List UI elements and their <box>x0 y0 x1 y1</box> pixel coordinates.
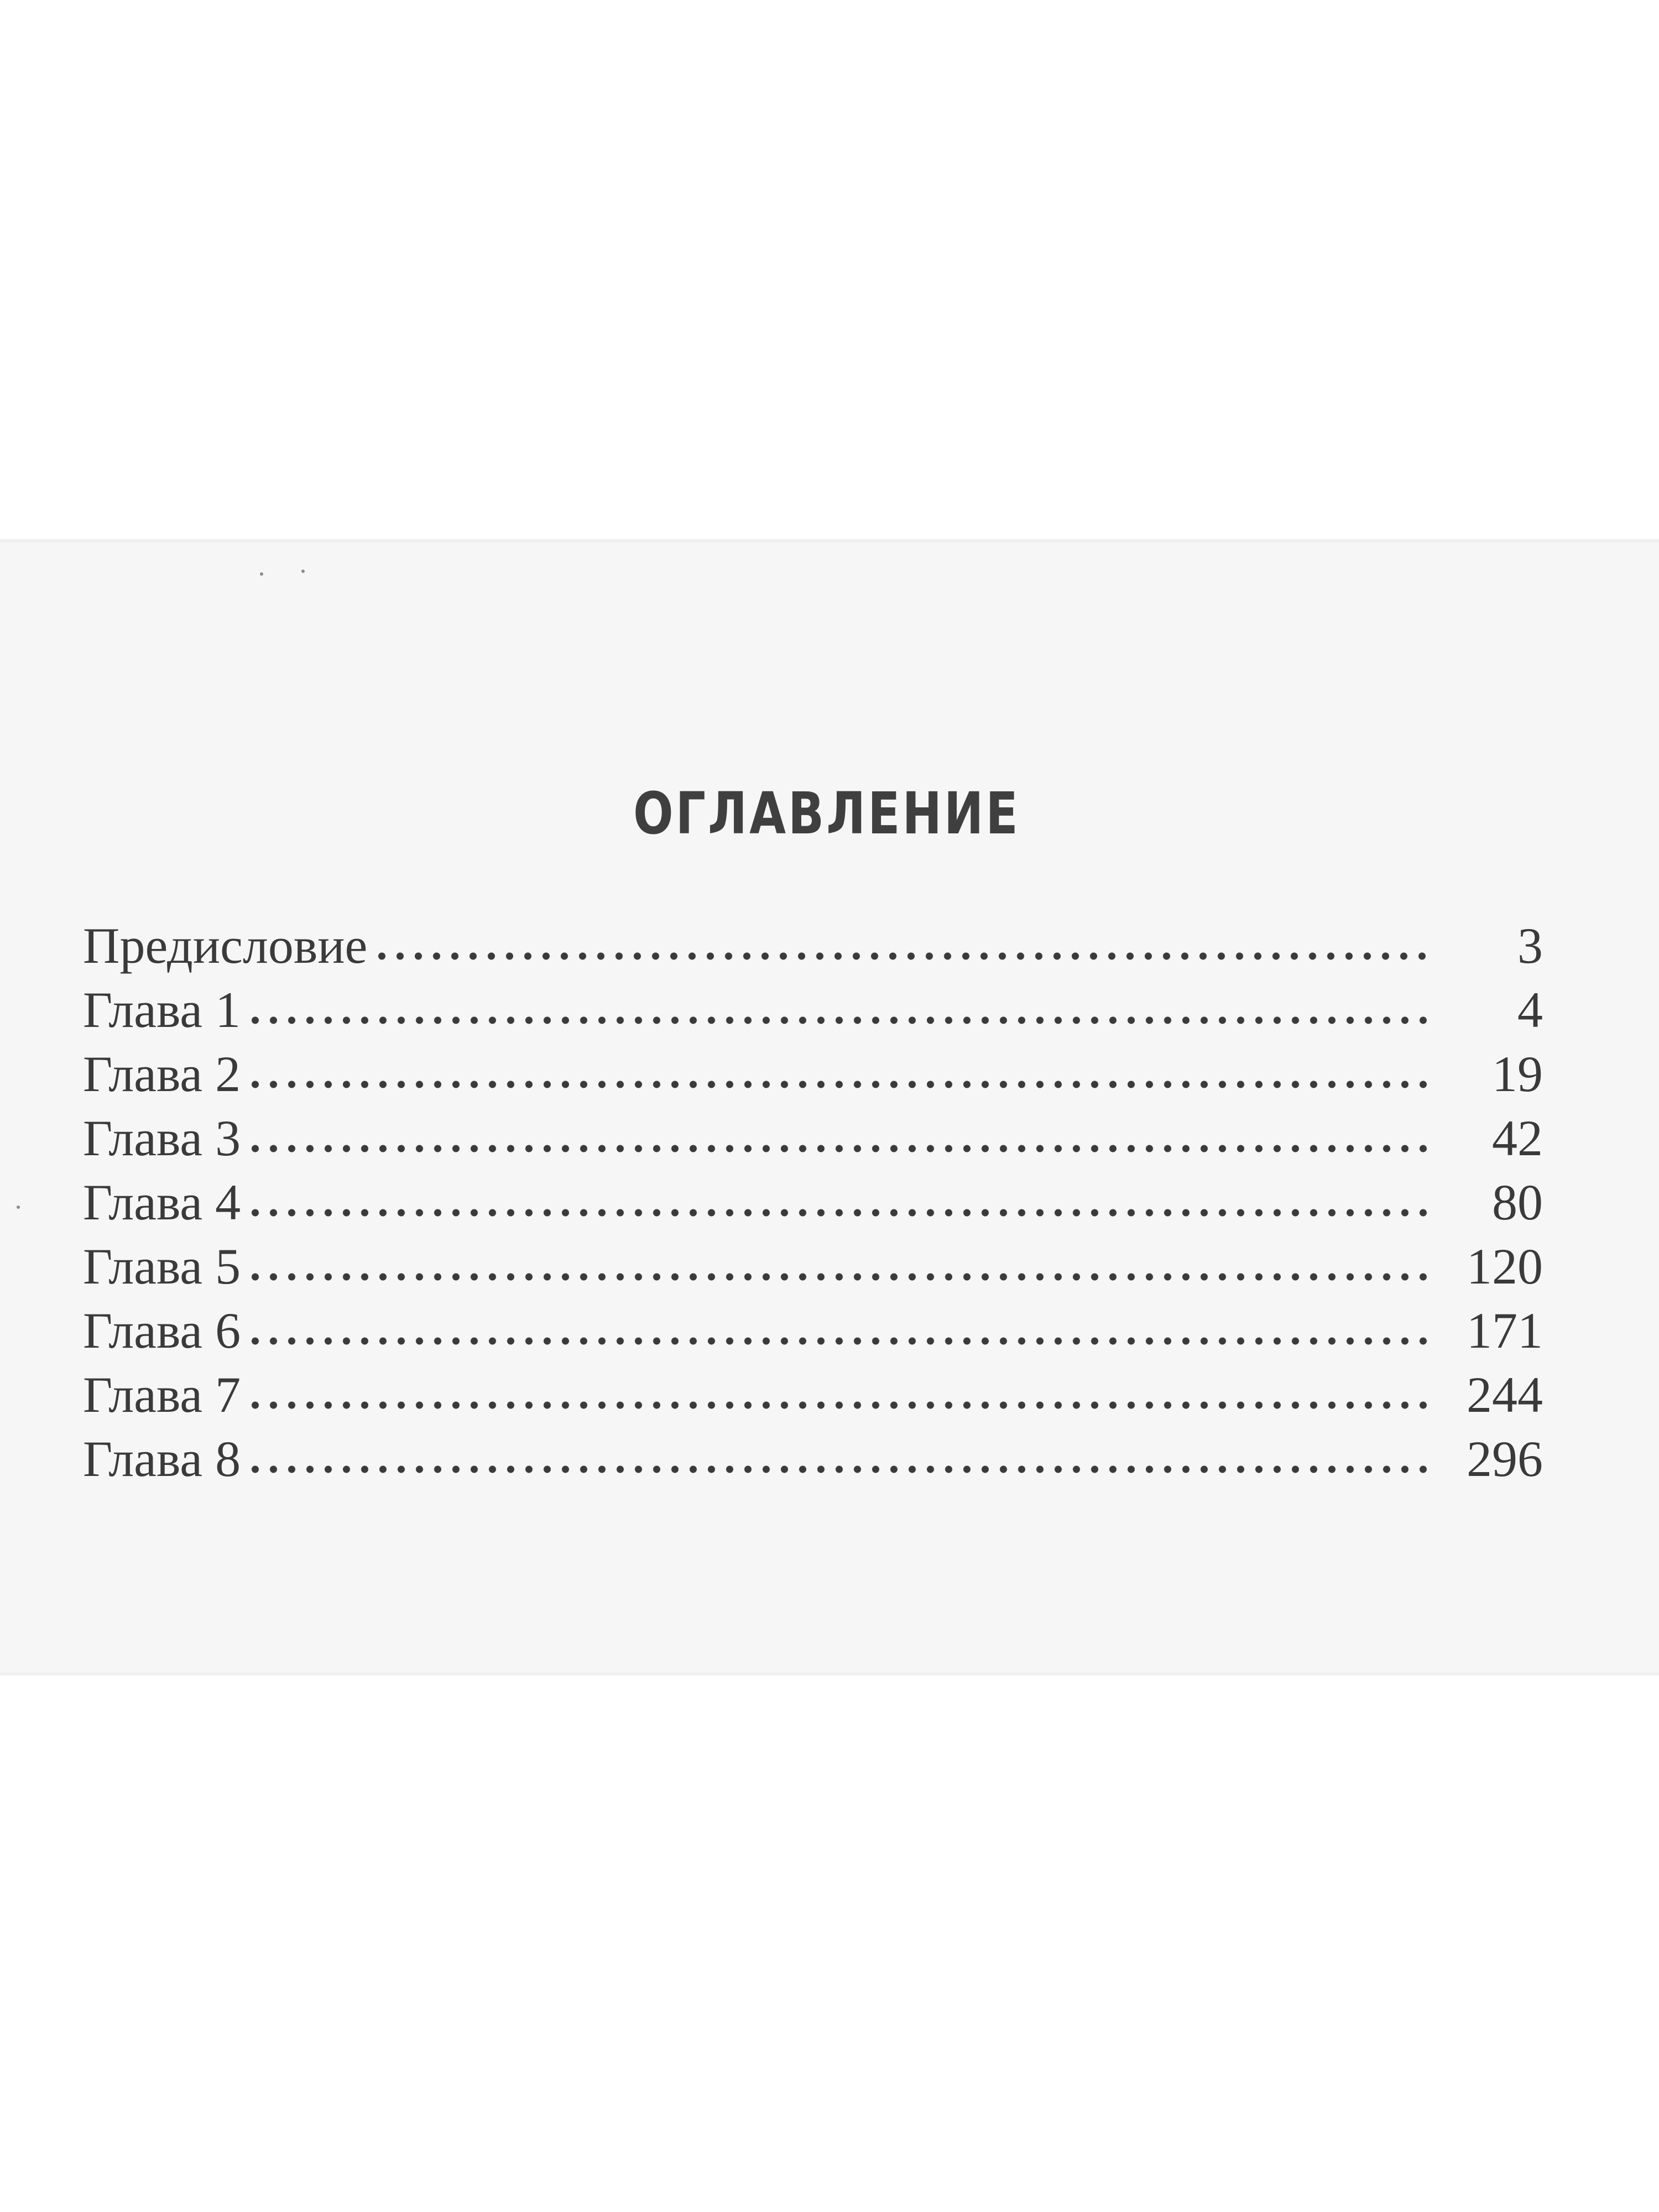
toc-entry-label: Глава 4 <box>83 1174 241 1230</box>
toc-entry-page: 19 <box>1492 1046 1543 1102</box>
toc-entry-page: 296 <box>1467 1431 1543 1487</box>
toc-entry-label: Глава 3 <box>83 1110 241 1166</box>
toc-entry <box>83 971 1543 1038</box>
toc-entry <box>83 1228 1543 1295</box>
toc-entry <box>83 907 1543 974</box>
toc-entry-label: Глава 5 <box>83 1238 241 1295</box>
dot-leader <box>246 1012 1432 1029</box>
scan-edge-bottom <box>0 1672 1659 1676</box>
dot-leader <box>246 1269 1432 1285</box>
dot-leader <box>246 1076 1432 1093</box>
toc-entry-label: Глава 8 <box>83 1431 241 1487</box>
toc-entry-label: Глава 6 <box>83 1302 241 1359</box>
dot-leader <box>373 948 1432 964</box>
page-title: ОГЛАВЛЕНИЕ <box>633 779 1020 847</box>
toc-entry <box>83 1356 1543 1423</box>
toc-entry <box>83 1164 1543 1228</box>
toc-entry-label: Глава 7 <box>83 1366 241 1423</box>
dot-leader <box>246 1461 1432 1478</box>
dot-leader <box>246 1397 1432 1413</box>
toc-entry-label: Предисловие <box>83 917 368 974</box>
toc-entry <box>83 1099 1543 1164</box>
paper-speck <box>260 572 263 576</box>
scan-edge-top <box>0 539 1659 542</box>
toc-entry-page: 80 <box>1492 1174 1543 1230</box>
toc-entry-page: 3 <box>1517 917 1543 974</box>
dot-leader <box>246 1204 1432 1221</box>
dot-leader <box>246 1140 1432 1157</box>
dot-leader <box>246 1333 1432 1349</box>
toc-entry-page: 244 <box>1467 1366 1543 1423</box>
toc-entry-label: Глава 2 <box>83 1046 241 1102</box>
table-of-contents <box>83 907 1543 1487</box>
toc-entry <box>83 1292 1543 1359</box>
toc-entry-page: 4 <box>1517 982 1543 1038</box>
toc-entry <box>83 1035 1543 1102</box>
toc-entry-page: 171 <box>1467 1302 1543 1359</box>
toc-entry-page: 120 <box>1467 1238 1543 1295</box>
paper-speck <box>301 570 305 573</box>
toc-entry <box>83 1420 1543 1487</box>
toc-entry-label: Глава 1 <box>83 982 241 1038</box>
toc-entry-page: 42 <box>1492 1110 1543 1166</box>
paper-speck <box>17 1206 20 1209</box>
